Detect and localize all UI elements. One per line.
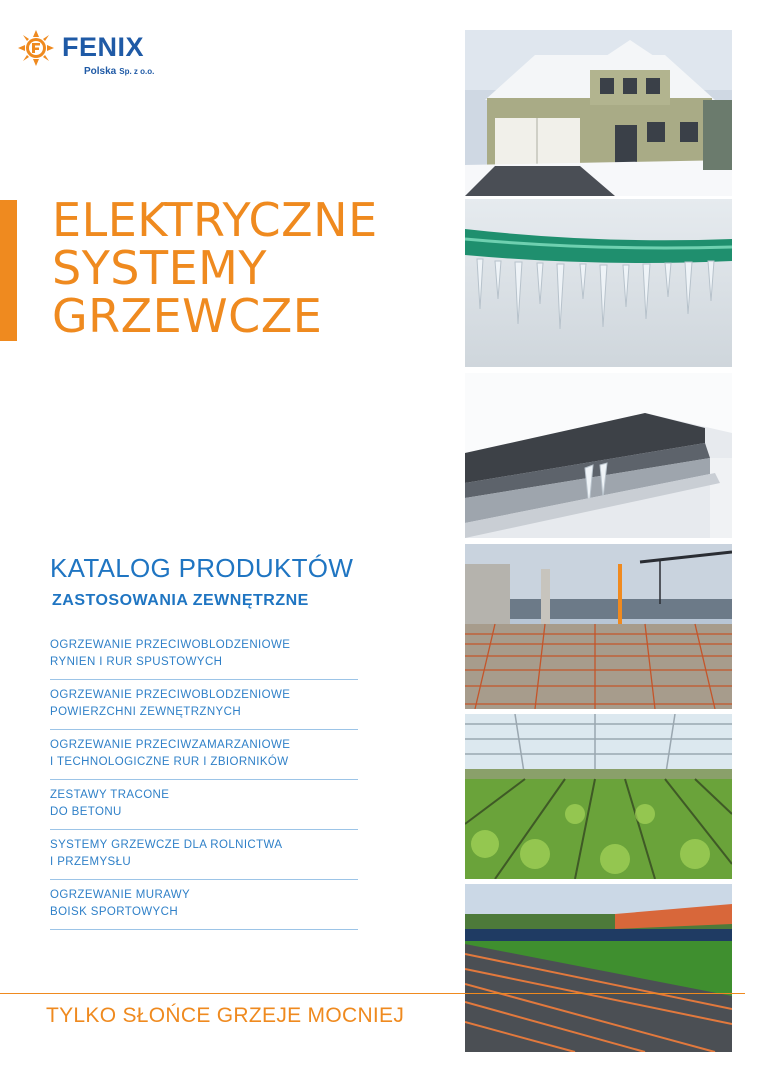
slogan: TYLKO SŁOŃCE GRZEJE MOCNIEJ: [46, 1004, 405, 1027]
list-item-line-2: I PRZEMYSŁU: [50, 856, 132, 868]
photo-house-in-snow: [465, 30, 732, 196]
photo-stadium-pitch-heating: [465, 884, 732, 1052]
list-item-line-1: OGRZEWANIE PRZECIWOBLODZENIOWE: [50, 689, 291, 701]
logo-subtitle-small: Sp. z o.o.: [119, 67, 155, 76]
list-item: [50, 780, 358, 830]
logo-name: FENIX: [62, 32, 145, 62]
list-item-line-2: POWIERZCHNI ZEWNĘTRZNYCH: [50, 706, 242, 718]
list-item-line-1: OGRZEWANIE PRZECIWZAMARZANIOWE: [50, 739, 291, 751]
title-line-1: ELEKTRYCZNE: [52, 193, 378, 247]
logo-subtitle-main: Polska: [84, 66, 117, 77]
title-line-2: SYSTEMY: [52, 241, 267, 295]
accent-bar: [0, 200, 17, 341]
list-item: [50, 680, 358, 730]
list-item-line-2: DO BETONU: [50, 806, 122, 818]
photo-greenhouse-lettuce: [465, 714, 732, 879]
company-logo: [18, 28, 188, 88]
list-item: [50, 630, 358, 680]
list-item-line-1: SYSTEMY GRZEWCZE DLA ROLNICTWA: [50, 839, 283, 851]
list-item-line-1: OGRZEWANIE PRZECIWOBLODZENIOWE: [50, 639, 291, 651]
list-item: [50, 880, 358, 930]
list-item: [50, 830, 358, 880]
photo-roof-gutter-ice: [465, 373, 732, 538]
list-item: [50, 730, 358, 780]
photo-concrete-heating-mesh: [465, 544, 732, 709]
logo-subtitle: [84, 66, 154, 78]
list-item-line-2: I TECHNOLOGICZNE RUR I ZBIORNIKÓW: [50, 756, 289, 768]
slogan-divider: [0, 993, 745, 994]
list-item-line-1: OGRZEWANIE MURAWY: [50, 889, 191, 901]
title-line-3: GRZEWCZE: [52, 289, 323, 343]
fenix-sun-logo-icon: [18, 30, 54, 66]
list-item-line-2: BOISK SPORTOWYCH: [50, 906, 179, 918]
page-title: [52, 193, 452, 343]
photo-heating-cable-icicles: [465, 199, 732, 367]
catalog-subheading: ZASTOSOWANIA ZEWNĘTRZNE: [52, 592, 309, 609]
list-item-line-2: RYNIEN I RUR SPUSTOWYCH: [50, 656, 223, 668]
catalog-heading: KATALOG PRODUKTÓW: [50, 553, 354, 583]
applications-list: [50, 630, 358, 930]
list-item-line-1: ZESTAWY TRACONE: [50, 789, 170, 801]
